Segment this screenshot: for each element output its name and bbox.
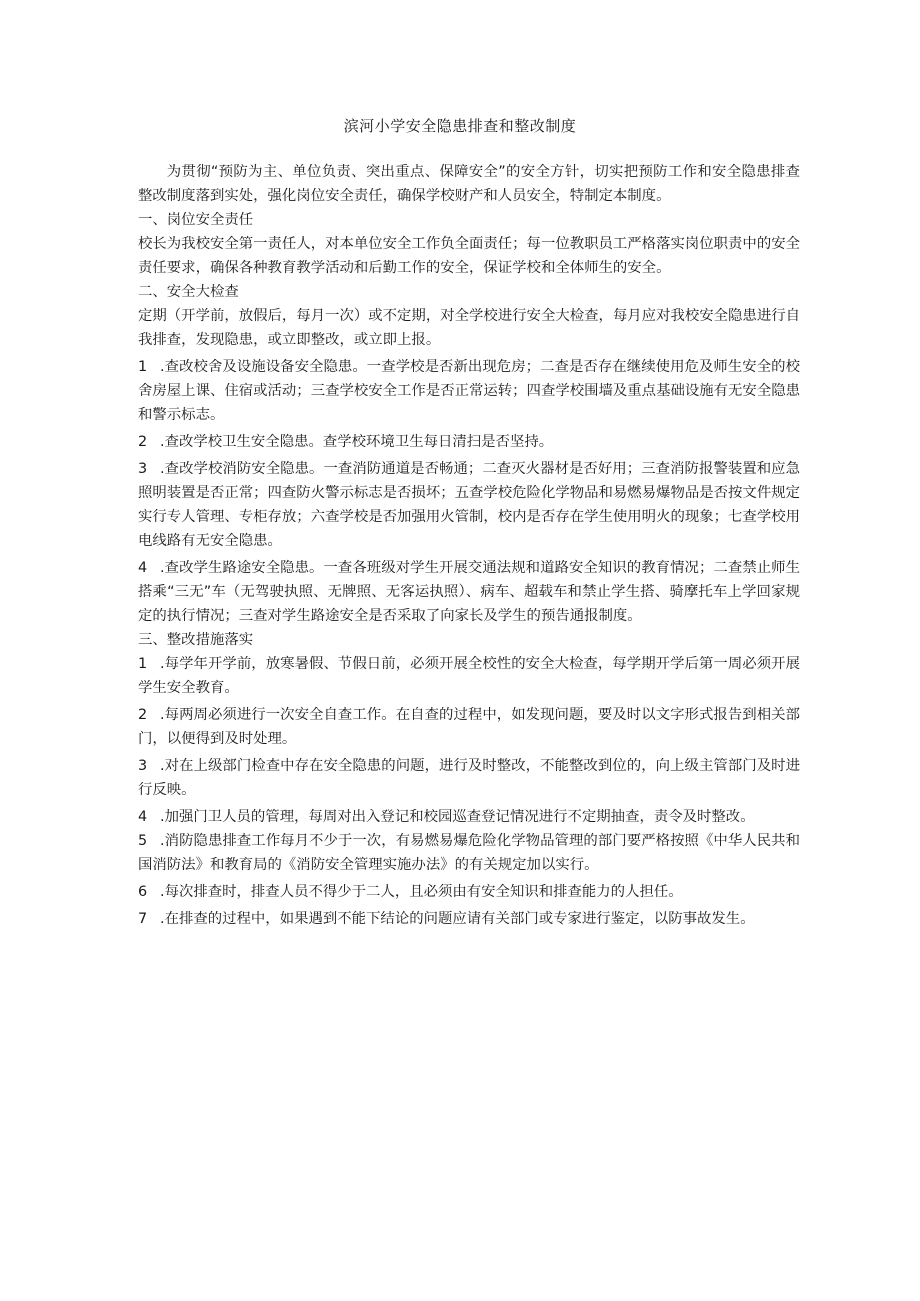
- list-item-text: .查改学生路途安全隐患。一查各班级对学生开展交通法规和道路安全知识的教育情况；二查禁止师生搭乘“三无”车（无驾驶执照、无牌照、无客运执照）、病车、超载车和禁止学生搭、骑摩托车上学回家规定的执行情况；三查对学生路途安全是否采取了向家长及学生的预告通报制度。: [138, 560, 800, 624]
- list-item-number: 1: [138, 656, 148, 672]
- list-item: [138, 703, 800, 751]
- document-body: [138, 160, 800, 931]
- list-item-text: .查改学校消防安全隐患。一查消防通道是否畅通；二查灭火器材是否好用；三查消防报警装置和应急照明装置是否正常；四查防火警示标志是否损坏；五查学校危险化学物品和易燃易爆物品是否按文件规定实行专人管理、专柜存放；六查学校是否加强用火管制，校内是否存在学生使用明火的现象；七查学校用电线路有无安全隐患。: [138, 461, 800, 549]
- list-item: [138, 805, 800, 829]
- section-heading-rectification: 三、整改措施落实: [138, 632, 254, 648]
- list-item-number: 3: [138, 461, 148, 477]
- list-item: [138, 556, 800, 628]
- document-title: 滨河小学安全隐患排查和整改制度: [343, 117, 577, 135]
- list-item-number: 4: [138, 560, 148, 576]
- list-item-number: 5: [138, 833, 148, 849]
- list-item-text: .每学年开学前，放寒暑假、节假日前，必须开展全校性的安全大检查，每学期开学后第一周必须开展学生安全教育。: [138, 656, 800, 696]
- section-heading-responsibility: 一、岗位安全责任: [138, 212, 254, 228]
- section-text-inspection: 定期（开学前，放假后，每月一次）或不定期，对全学校进行安全大检查，每月应对我校安全隐患进行自我排查，发现隐患，或立即整改，或立即上报。: [138, 308, 800, 348]
- section-text-responsibility: 校长为我校安全第一责任人，对本单位安全工作负全面责任；每一位教职员工严格落实岗位职责中的安全责任要求，确保各种教育教学活动和后勤工作的安全，保证学校和全体师生的安全。: [138, 236, 800, 276]
- intro-paragraph: 为贯彻“预防为主、单位负责、突出重点、保障安全”的安全方针，切实把预防工作和安全隐患排查整改制度落到实处，强化岗位安全责任，确保学校财产和人员安全，特制定本制度。: [138, 164, 800, 204]
- list-item-number: 1: [138, 359, 148, 375]
- list-item-text: .在排查的过程中，如果遇到不能下结论的问题应请有关部门或专家进行鉴定，以防事故发生。: [160, 911, 755, 927]
- list-item: [138, 457, 800, 553]
- list-item-text: .消防隐患排查工作每月不少于一次，有易燃易爆危险化学物品管理的部门要严格按照《中华人民共和国消防法》和教育局的《消防安全管理实施办法》的有关规定加以实行。: [138, 833, 800, 873]
- list-item-text: .查改学校卫生安全隐患。查学校环境卫生每日清扫是否坚持。: [160, 434, 554, 450]
- list-item: [138, 829, 800, 877]
- list-item: [138, 430, 800, 454]
- section-heading-inspection: 二、安全大检查: [138, 284, 239, 300]
- list-item: [138, 652, 800, 700]
- list-item-text: .查改校舍及设施设备安全隐患。一查学校是否新出现危房；二查是否存在继续使用危及师生安全的校舍房屋上课、住宿或活动；三查学校安全工作是否正常运转；四查学校围墙及重点基础设施有无安全隐患和警示标志。: [138, 359, 800, 423]
- list-item-number: 4: [138, 809, 148, 825]
- list-item-number: 7: [138, 911, 148, 927]
- list-item: [138, 754, 800, 802]
- list-item: [138, 355, 800, 427]
- list-item-text: .对在上级部门检查中存在安全隐患的问题，进行及时整改，不能整改到位的，向上级主管部门及时进行反映。: [138, 758, 800, 798]
- list-item-number: 2: [138, 434, 148, 450]
- list-item-text: .每两周必须进行一次安全自查工作。在自查的过程中，如发现问题，要及时以文字形式报告到相关部门，以便得到及时处理。: [138, 707, 800, 747]
- list-item-number: 3: [138, 758, 148, 774]
- list-item-number: 2: [138, 707, 148, 723]
- list-item: [138, 880, 800, 904]
- list-item-text: .加强门卫人员的管理，每周对出入登记和校园巡查登记情况进行不定期抽查，责令及时整改。: [160, 809, 755, 825]
- list-item-text: .每次排查时，排查人员不得少于二人，且必须由有安全知识和排查能力的人担任。: [160, 884, 683, 900]
- list-item: [138, 907, 800, 931]
- list-item-number: 6: [138, 884, 148, 900]
